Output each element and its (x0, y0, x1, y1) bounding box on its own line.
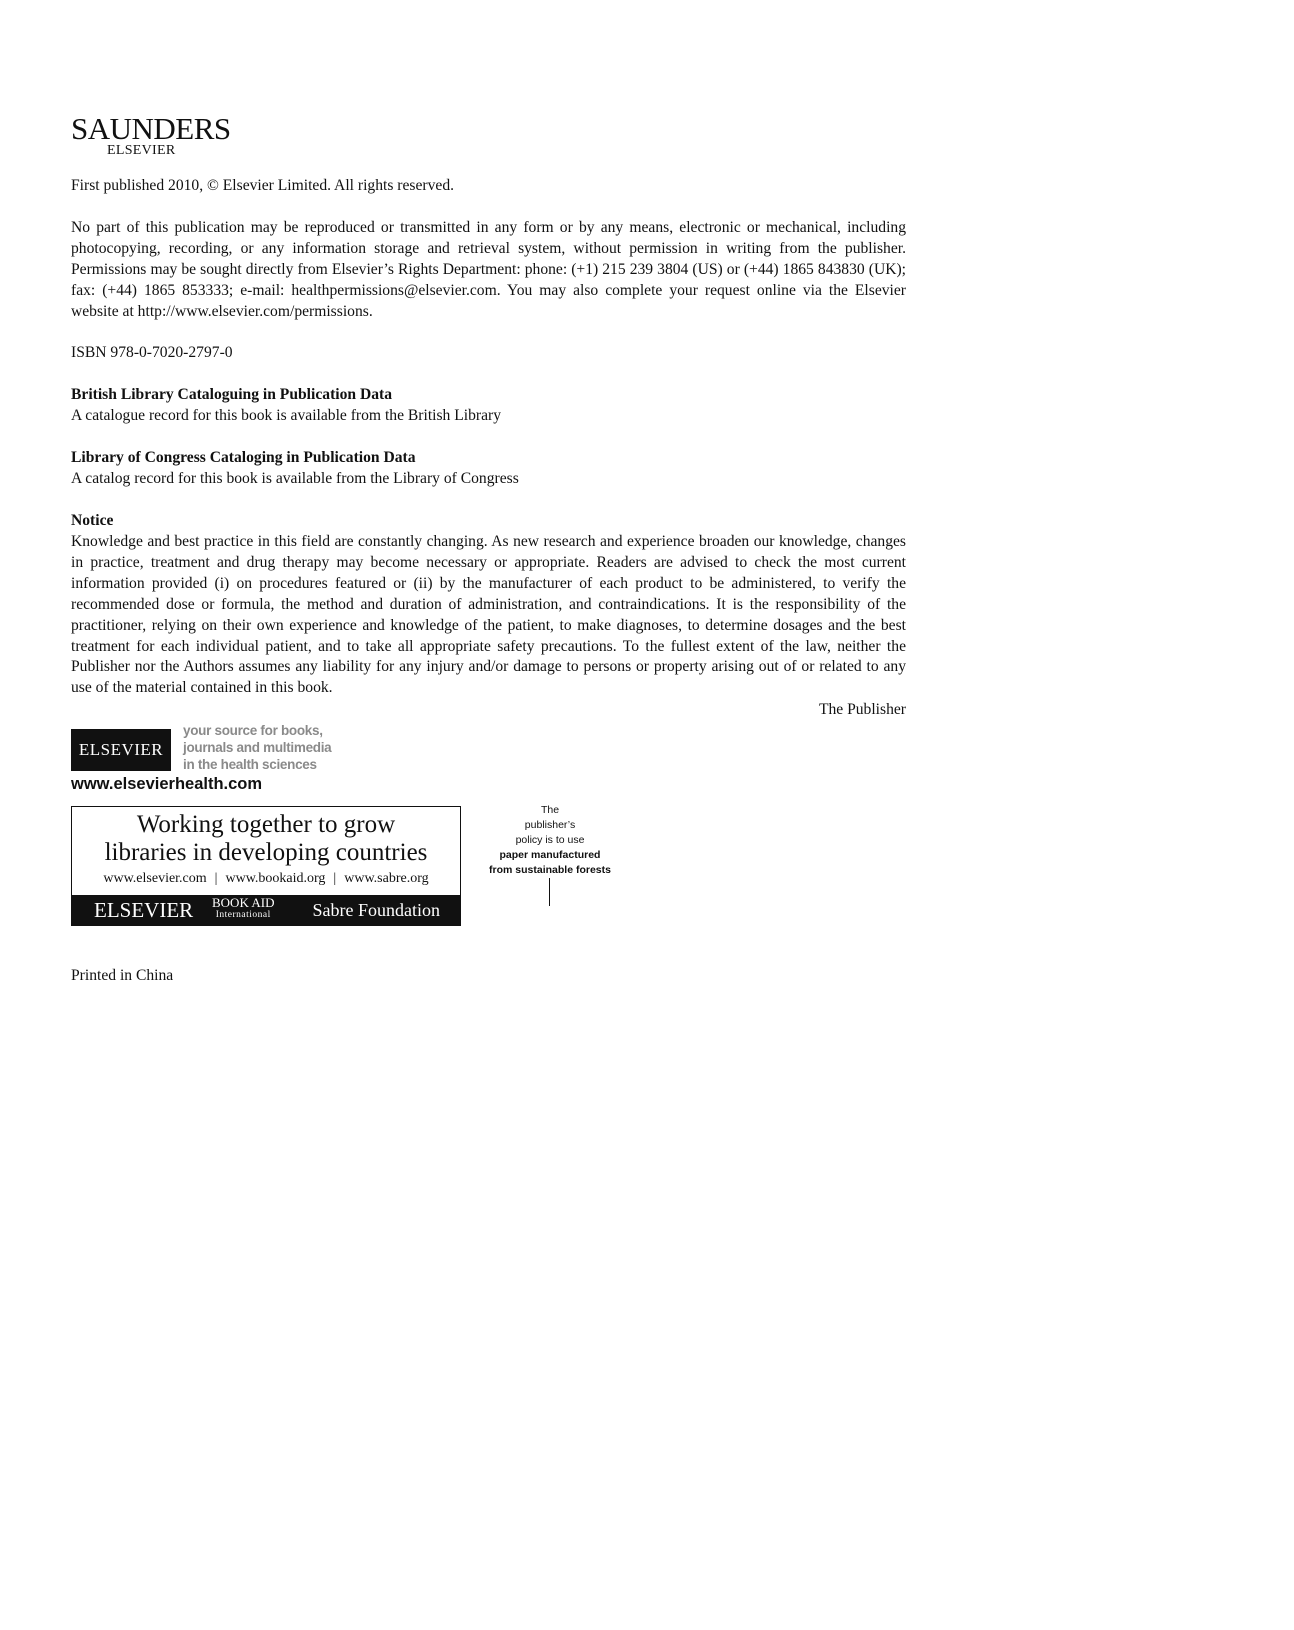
tagline-line: journals and multimedia (183, 740, 332, 755)
permissions-paragraph: No part of this publication may be reproduced or transmitted in any form or by any means, electronic or mechanical, including photocopying, recording, or any information storage and retrieval system, without permission in writing from the publisher. Permissions may be sought directly from Elsevier’s Rights Department: phone: (+1) 215 239 3804 (US) or (+44) 1865 843830 (UK); fax: (+44) 1865 853333; e-mail: healthpermissions@elsevier.com. You may also complete your request online via the Elsevier website at http://www.elsevier.com/permissions. (71, 219, 906, 320)
notice-signature: The Publisher (818, 701, 906, 718)
isbn: ISBN 978-0-7020-2797-0 (71, 344, 233, 361)
bookaid-logo-line: International (215, 910, 271, 920)
british-library-text: A catalogue record for this book is available from the British Library (71, 407, 502, 424)
bookaid-logo-bar (72, 895, 460, 925)
forest-line-bold: paper manufactured (499, 849, 601, 861)
elsevier-badge: ELSEVIER (71, 729, 171, 771)
url-elsevier: www.elsevier.com (103, 871, 207, 886)
saunders-elsevier-logo (71, 111, 231, 158)
printed-in: Printed in China (71, 967, 174, 984)
elsevierhealth-url: www.elsevierhealth.com (71, 775, 263, 793)
logo-elsevier: ELSEVIER (107, 143, 176, 158)
copyright-line: First published 2010, © Elsevier Limited. All rights reserved. (71, 177, 455, 194)
bookaid-headline (72, 811, 460, 867)
forest-line-bold: from sustainable forests (489, 864, 611, 876)
notice-heading: Notice (71, 512, 114, 529)
tagline-line: your source for books, (183, 723, 323, 738)
url-separator: | (214, 871, 218, 886)
notice-paragraph: Knowledge and best practice in this field are constantly changing. As new research and experience broaden our knowledge, changes in practice, treatment and drug therapy may become necessary or appropriate. Readers are advised to check the most current information provided (i) on procedures featured or (ii) by the manufacturer of each product to be administered, to verify the recommended dose or formula, the method and duration of administration, and contraindications. It is the responsibility of the practitioner, relying on their own experience and knowledge of the patient, to make diagnoses, to determine dosages and the best treatment for each individual patient, and to take all appropriate safety precautions. To the fullest extent of the law, neither the Publisher nor the Authors assumes any liability for any injury and/or damage to persons or property arising out of or related to any use of the material contained in this book. (71, 533, 906, 697)
forest-line: publisher’s (524, 819, 576, 831)
tagline-line: in the health sciences (183, 757, 317, 772)
british-library-heading: British Library Cataloguing in Publication Data (71, 386, 393, 403)
bookaid-urls (72, 871, 460, 887)
bookaid-box (71, 806, 461, 926)
forest-line: The (540, 804, 560, 816)
loc-heading: Library of Congress Cataloging in Publication Data (71, 449, 416, 466)
logo-saunders: SAUNDERS (71, 111, 231, 146)
headline-line: Working together to grow (136, 811, 396, 838)
url-separator: | (333, 871, 337, 886)
forest-line: policy is to use (515, 834, 585, 846)
forest-policy (486, 803, 614, 878)
bar-logo-bookaid (212, 897, 274, 921)
url-sabre: www.sabre.org (344, 871, 429, 886)
url-bookaid: www.bookaid.org (225, 871, 326, 886)
forest-divider (549, 878, 550, 906)
bar-logo-sabre: Sabre Foundation (312, 900, 440, 920)
bookaid-logo-line: BOOK AID (212, 895, 275, 910)
loc-text: A catalog record for this book is available from the Library of Congress (71, 470, 519, 487)
headline-line: libraries in developing countries (104, 839, 428, 866)
bar-logo-elsevier: ELSEVIER (94, 898, 194, 922)
elsevier-tagline (183, 722, 331, 773)
